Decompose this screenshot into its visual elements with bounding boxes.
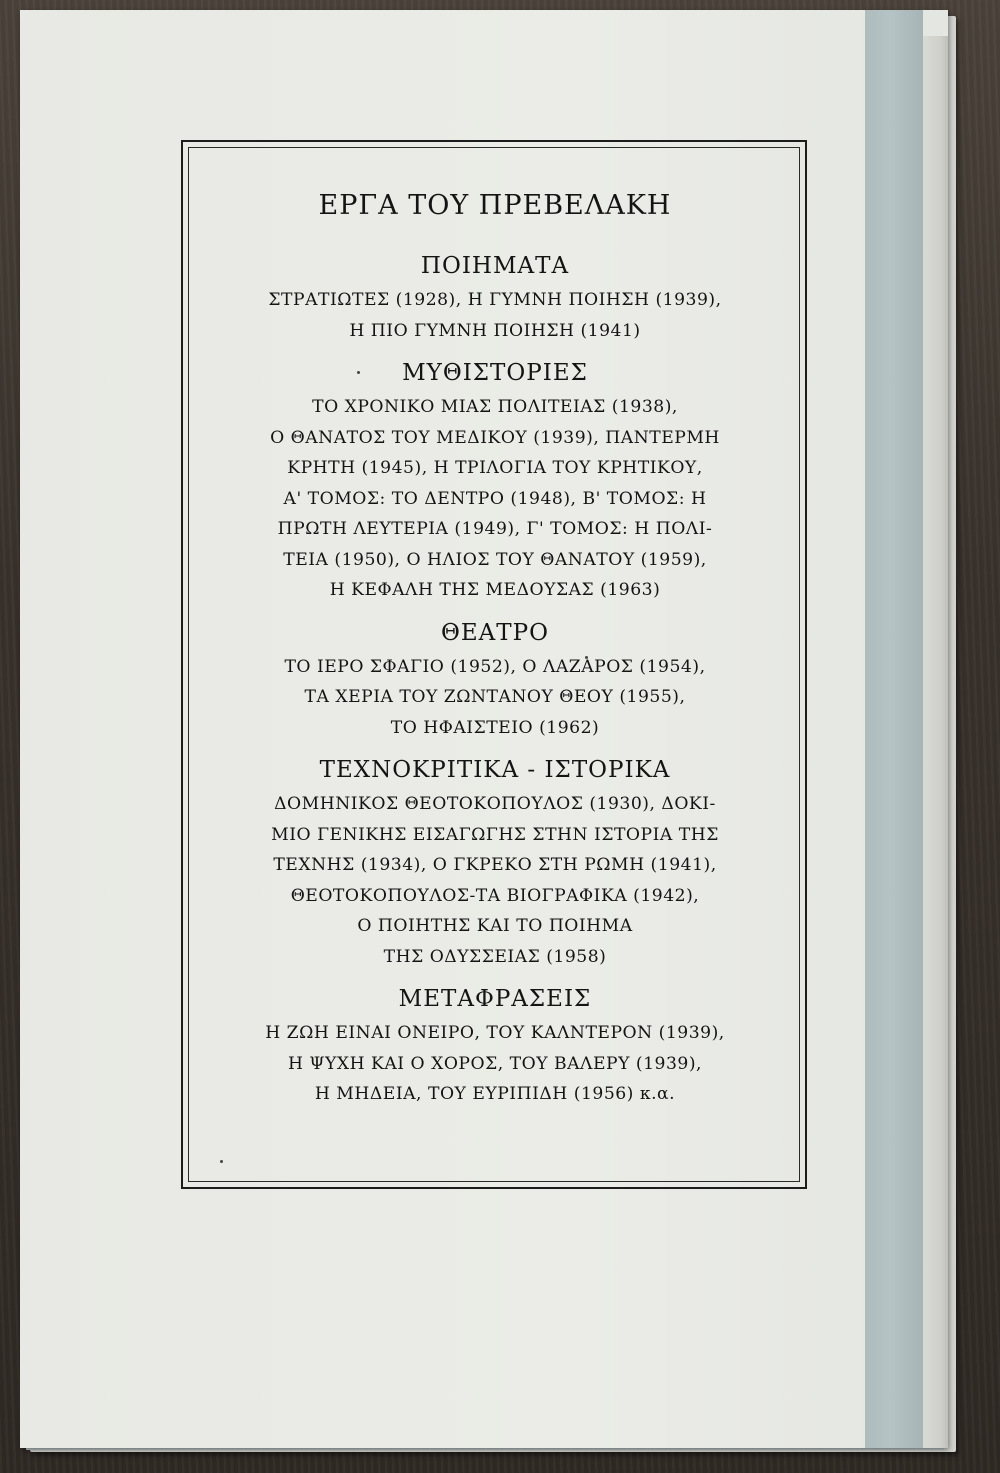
section-line: Ο ΘΑΝΑΤΟΣ ΤΟΥ ΜΕΔΙΚΟΥ (1939), ΠΑΝΤΕΡΜΗ xyxy=(270,427,720,448)
section-heading: ΠΟΙΗΜΑΤΑ xyxy=(420,253,570,279)
section-line: Α' ΤΟΜΟΣ: ΤΟ ΔΕΝΤΡΟ (1948), Β' ΤΟΜΟΣ: Η xyxy=(283,488,707,509)
section-line: Η ΜΗΔΕΙΑ, ΤΟΥ ΕΥΡΙΠΙΔΗ (1956) κ.α. xyxy=(314,1084,676,1104)
book-spine-edge xyxy=(923,36,948,1448)
section-heading: ΜΥΘΙΣΤΟΡΙΕΣ xyxy=(402,360,588,386)
section-line: ΤΕΧΝΗΣ (1934), Ο ΓΚΡΕΚΟ ΣΤΗ ΡΩΜΗ (1941), xyxy=(273,855,717,875)
page-title: ΕΡΓΑ ΤΟΥ ΠΡΕΒΕΛΑΚΗ xyxy=(318,190,672,221)
section-translations xyxy=(195,982,795,1110)
section-line: Η ΚΕΦΑΛΗ ΤΗΣ ΜΕΔΟΥΣΑΣ (1963) xyxy=(329,580,661,600)
section-line: ΣΤΡΑΤΙΩΤΕΣ (1928), Η ΓΥΜΝΗ ΠΟΙΗΣΗ (1939), xyxy=(268,290,722,310)
section-line: ΤΟ ΧΡΟΝΙΚΟ ΜΙΑΣ ΠΟΛΙΤΕΙΑΣ (1938), xyxy=(312,397,678,417)
section-line: Η ΨΥΧΗ ΚΑΙ Ο ΧΟΡΟΣ, ΤΟΥ ΒΑΛΕΡΥ (1939), xyxy=(287,1053,703,1074)
section-heading: ΜΕΤΑΦΡΑΣΕΙΣ xyxy=(398,986,592,1012)
section-line: ΤΟ ΗΦΑΙΣΤΕΙΟ (1962) xyxy=(390,717,600,738)
section-theatre xyxy=(195,616,795,744)
section-line: ΘΕΟΤΟΚΟΠΟΥΛΟΣ-ΤΑ ΒΙΟΓΡΑΦΙΚΑ (1942), xyxy=(290,885,700,906)
section-line: ΤΕΙΑ (1950), Ο ΗΛΙΟΣ ΤΟΥ ΘΑΝΑΤΟΥ (1959), xyxy=(283,549,707,570)
section-line: ΚΡΗΤΗ (1945), Η ΤΡΙΛΟΓΙΑ ΤΟΥ ΚΡΗΤΙΚΟΥ, xyxy=(287,458,703,478)
section-line: ΤΑ ΧΕΡΙΑ ΤΟΥ ΖΩΝΤΑΝΟΥ ΘΕΟΥ (1955), xyxy=(304,687,686,707)
section-line: ΔΟΜΗΝΙΚΟΣ ΘΕΟΤΟΚΟΠΟΥΛΟΣ (1930), ΔΟΚΙ- xyxy=(274,794,716,814)
paper-speck xyxy=(220,1160,223,1163)
section-heading: ΘΕΑΤΡΟ xyxy=(441,619,549,646)
section-heading: ΤΕΧΝΟΚΡΙΤΙΚΑ - ΙΣΤΟΡΙΚΑ xyxy=(319,757,671,783)
section-line: ΤΗΣ ΟΔΥΣΣΕΙΑΣ (1958) xyxy=(383,946,607,967)
section-line: Η ΠΙΟ ΓΥΜΝΗ ΠΟΙΗΣΗ (1941) xyxy=(349,320,641,341)
section-line: ΜΙΟ ΓΕΝΙΚΗΣ ΕΙΣΑΓΩΓΗΣ ΣΤΗΝ ΙΣΤΟΡΙΑ ΤΗΣ xyxy=(271,824,719,845)
section-poems xyxy=(195,249,795,346)
section-line: ΤΟ ΙΕΡΟ ΣΦΑΓΙΟ (1952), Ο ΛΑΖΑΡΟΣ (1954), xyxy=(284,656,706,677)
section-line: Ο ΠΟΙΗΤΗΣ ΚΑΙ ΤΟ ΠΟΙΗΜΑ xyxy=(357,916,633,936)
section-line: Η ΖΩΗ ΕΙΝΑΙ ΟΝΕΙΡΟ, ΤΟΥ ΚΑΛΝΤΕΡΟΝ (1939), xyxy=(265,1023,725,1043)
section-novels xyxy=(195,356,795,606)
section-art-criticism-history xyxy=(195,753,795,972)
section-line: ΠΡΩΤΗ ΛΕΥΤΕΡΙΑ (1949), Γ' ΤΟΜΟΣ: Η ΠΟΛΙ- xyxy=(277,519,713,539)
book-spine-band xyxy=(865,10,923,1448)
works-list xyxy=(195,190,795,1120)
